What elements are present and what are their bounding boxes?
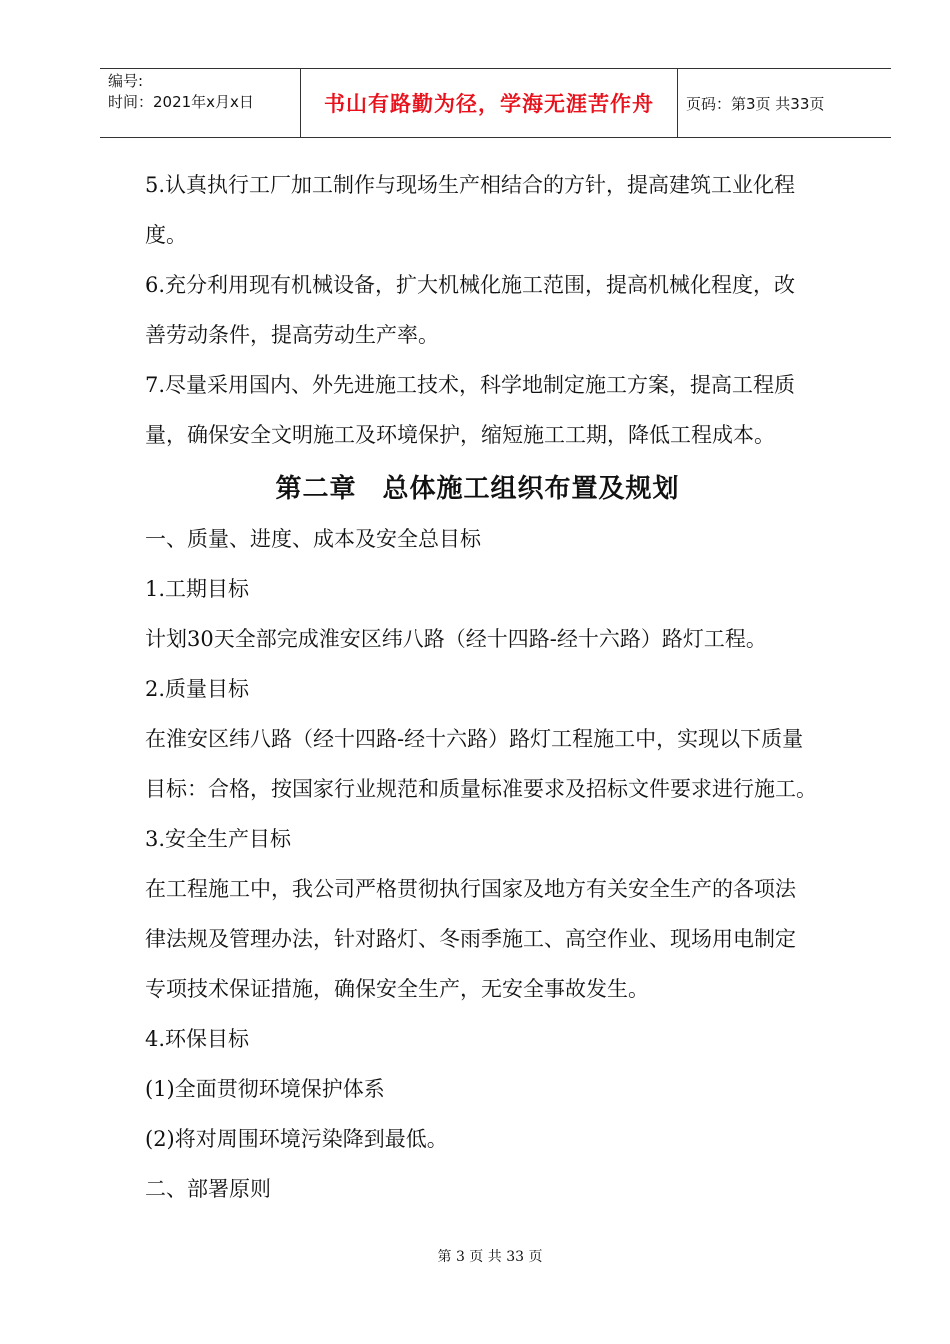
paragraph-line: 律法规及管理办法，针对路灯、冬雨季施工、高空作业、现场用电制定 (145, 927, 796, 951)
header-page-number: 页码：第3页 共33页 (686, 94, 825, 113)
section-heading: 二、部署原则 (145, 1177, 271, 1201)
subsection-heading: 4.环保目标 (145, 1027, 250, 1051)
header-meta (100, 69, 301, 137)
subsection-heading: 1.工期目标 (145, 577, 250, 601)
paragraph-line: 目标：合格，按国家行业规范和质量标准要求及招标文件要求进行施工。 (145, 777, 817, 801)
document-number-label: 编号: (108, 72, 144, 90)
chapter-heading (105, 464, 850, 514)
subsection-heading: 2.质量目标 (145, 677, 250, 701)
paragraph-line: 度。 (145, 223, 187, 247)
paragraph-line: 计划30天全部完成淮安区纬八路（经十四路-经十六路）路灯工程。 (145, 627, 767, 651)
page-footer: 第 3 页 共 33 页 (437, 1249, 543, 1265)
list-item: (1)全面贯彻环境保护体系 (145, 1077, 385, 1101)
paragraph-line: 7.尽量采用国内、外先进施工技术，科学地制定施工方案，提高工程质 (145, 373, 796, 397)
list-item: (2)将对周围环境污染降到最低。 (145, 1127, 448, 1151)
paragraph-line: 6.充分利用现有机械设备，扩大机械化施工范围，提高机械化程度，改 (145, 273, 796, 297)
chapter-number: 第二章 (275, 474, 357, 504)
paragraph-line: 量，确保安全文明施工及环境保护，缩短施工工期，降低工程成本。 (145, 423, 775, 447)
paragraph-line: 在工程施工中，我公司严格贯彻执行国家及地方有关安全生产的各项法 (145, 877, 796, 901)
paragraph-line: 5.认真执行工厂加工制作与现场生产相结合的方针，提高建筑工业化程 (145, 173, 796, 197)
document-body (145, 160, 850, 1214)
chapter-title: 总体施工组织布置及规划 (382, 474, 680, 504)
paragraph-line: 专项技术保证措施，确保安全生产，无安全事故发生。 (145, 977, 649, 1001)
section-heading: 一、质量、进度、成本及安全总目标 (145, 527, 481, 551)
page-header (100, 68, 891, 138)
paragraph-line: 善劳动条件，提高劳动生产率。 (145, 323, 439, 347)
subsection-heading: 3.安全生产目标 (145, 827, 292, 851)
document-time-label: 时间：2021年x月x日 (108, 93, 254, 111)
paragraph-line: 在淮安区纬八路（经十四路-经十六路）路灯工程施工中，实现以下质量 (145, 727, 804, 751)
header-motto: 书山有路勤为径，学海无涯苦作舟 (301, 69, 678, 137)
